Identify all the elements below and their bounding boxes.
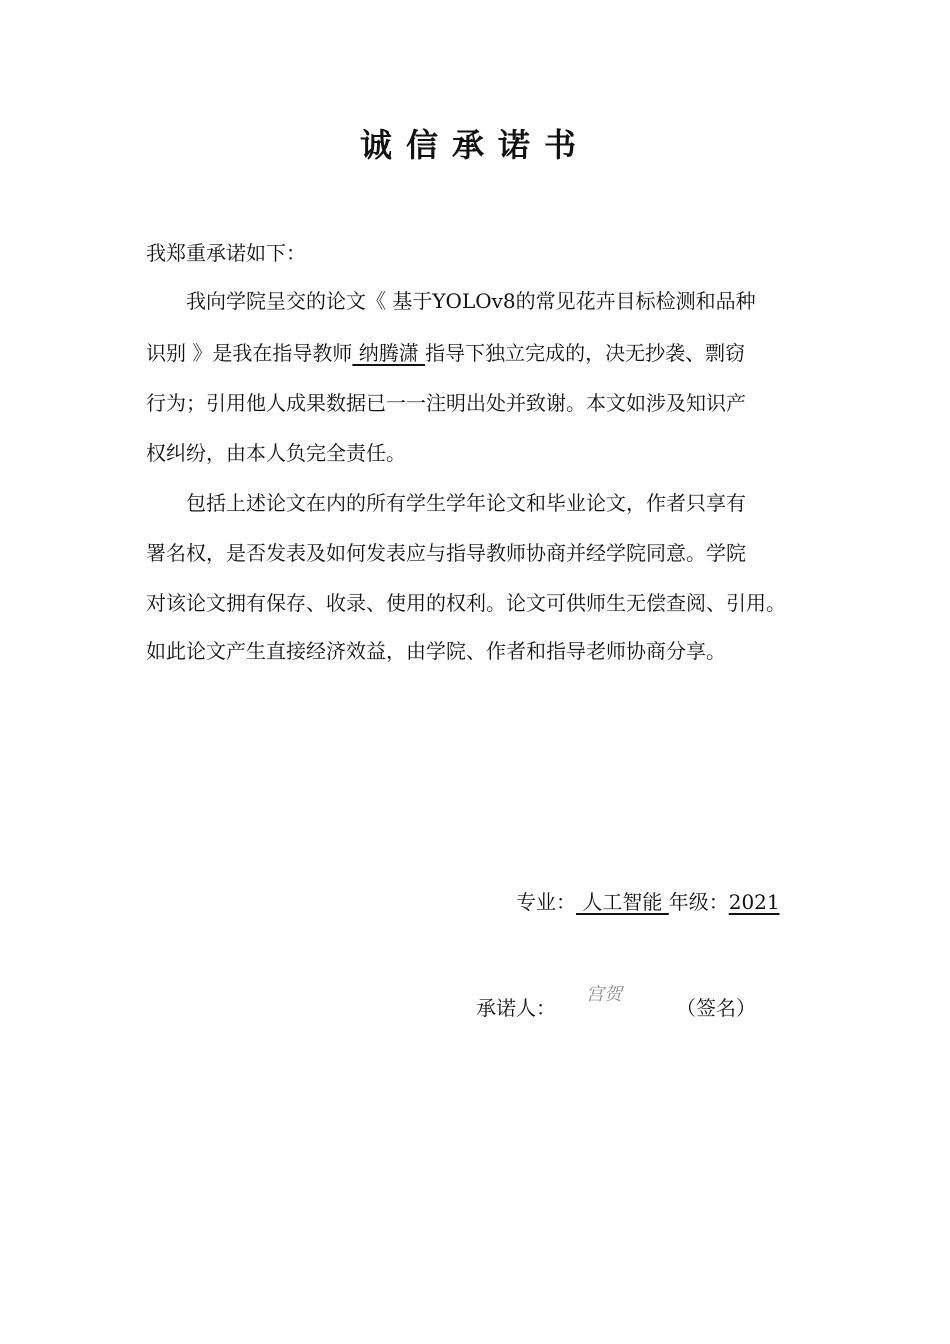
sign-note: （签名） bbox=[676, 996, 756, 1020]
page-title: 诚信承诺书 bbox=[359, 126, 590, 164]
paragraph-1-line-2-start: 识别 》是我在指导教师 bbox=[146, 341, 353, 365]
handwritten-signature bbox=[584, 980, 644, 1008]
paragraph-2-line-1: 包括上述论文在内的所有学生学年论文和毕业论文，作者只享有 bbox=[186, 491, 746, 515]
advisor-name: 纳腾潇 bbox=[352, 341, 426, 365]
intro-line: 我郑重承诺如下： bbox=[146, 241, 306, 265]
major-value: 人工智能 bbox=[576, 890, 669, 914]
signature-text: 宫贺 bbox=[586, 984, 622, 1005]
grade-value: 2021 bbox=[728, 890, 780, 914]
paragraph-1-line-4: 权纠纷，由本人负完全责任。 bbox=[146, 441, 406, 465]
paragraph-1-line-3: 行为；引用他人成果数据已一一注明出处并致谢。本文如涉及知识产 bbox=[146, 391, 746, 415]
major-grade-line bbox=[516, 886, 780, 915]
paragraph-2-line-2: 署名权，是否发表及如何发表应与指导教师协商并经学院同意。学院 bbox=[146, 541, 746, 565]
paragraph-1-line-2 bbox=[146, 338, 836, 368]
paragraph-2-line-3: 对该论文拥有保存、收录、使用的权利。论文可供师生无偿查阅、引用。 bbox=[146, 591, 786, 615]
promiser-label: 承诺人： bbox=[476, 996, 556, 1020]
paragraph-1-line-1: 我向学院呈交的论文《 基于YOLOv8的常见花卉目标检测和品种 bbox=[186, 289, 756, 313]
paragraph-2-line-4: 如此论文产生直接经济效益，由学院、作者和指导老师协商分享。 bbox=[146, 639, 726, 663]
major-label: 专业： bbox=[516, 890, 576, 914]
grade-label: 年级： bbox=[668, 890, 729, 914]
paragraph-1-line-2-end: 指导下独立完成的，决无抄袭、剽窃 bbox=[425, 341, 746, 365]
